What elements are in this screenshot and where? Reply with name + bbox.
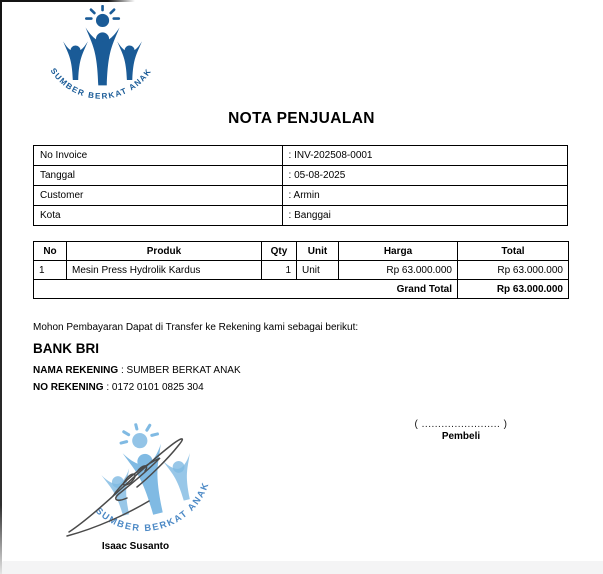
buyer-signature-placeholder: ( ........................ ) (414, 419, 508, 430)
col-header-harga: Harga (339, 242, 458, 261)
items-table (33, 241, 569, 299)
item-qty: 1 (262, 261, 297, 280)
table-row (34, 206, 568, 226)
page-title: NOTA PENJUALAN (228, 110, 375, 127)
table-row (34, 146, 568, 166)
info-value: : 05-08-2025 (282, 166, 567, 186)
item-produk: Mesin Press Hydrolik Kardus (67, 261, 262, 280)
account-no-line (33, 382, 358, 394)
table-row (34, 186, 568, 206)
seller-signature-block (55, 418, 240, 548)
table-row (34, 166, 568, 186)
people-sun-logo-icon (36, 5, 166, 107)
item-row (34, 261, 569, 280)
grand-total-value: Rp 63.000.000 (458, 280, 569, 299)
account-no-value: : 0172 0101 0825 304 (106, 382, 204, 394)
grand-total-label: Grand Total (34, 280, 458, 299)
payment-instruction: Mohon Pembayaran Dapat di Transfer ke Rekening kami sebagai berikut: (33, 322, 359, 333)
page-bottom-band (2, 561, 603, 574)
window-top-edge (0, 0, 135, 2)
invoice-info-table (33, 145, 568, 226)
company-logo (36, 5, 166, 107)
logo-arc-text: SUMBER BERKAT ANAK (48, 66, 154, 101)
bank-name: BANK BRI (33, 341, 99, 356)
info-value: : INV-202508-0001 (282, 146, 567, 166)
info-label: Tanggal (34, 166, 283, 186)
item-total: Rp 63.000.000 (458, 261, 569, 280)
signature-scrawl-icon (55, 418, 240, 548)
info-label: Kota (34, 206, 283, 226)
col-header-unit: Unit (297, 242, 339, 261)
items-header-row (34, 242, 569, 261)
account-no-label: NO REKENING (33, 382, 104, 394)
stamp-arc-text: SUMBER BERKAT ANAK (93, 480, 211, 534)
buyer-label: Pembeli (441, 431, 481, 442)
window-left-edge (0, 0, 2, 574)
col-header-total: Total (458, 242, 569, 261)
info-value: : Banggai (282, 206, 567, 226)
account-name-value: : SUMBER BERKAT ANAK (120, 365, 241, 377)
grand-total-row (34, 280, 569, 299)
buyer-signature-block (386, 419, 536, 442)
sun-icon (86, 6, 118, 27)
item-unit: Unit (297, 261, 339, 280)
seller-name: Isaac Susanto (101, 541, 170, 552)
info-value: : Armin (282, 186, 567, 206)
payment-section (33, 322, 358, 399)
account-name-label: NAMA REKENING (33, 365, 119, 377)
item-no: 1 (34, 261, 67, 280)
col-header-produk: Produk (67, 242, 262, 261)
info-label: No Invoice (34, 146, 283, 166)
account-name-line (33, 365, 358, 377)
info-label: Customer (34, 186, 283, 206)
col-header-no: No (34, 242, 67, 261)
item-harga: Rp 63.000.000 (339, 261, 458, 280)
col-header-qty: Qty (262, 242, 297, 261)
